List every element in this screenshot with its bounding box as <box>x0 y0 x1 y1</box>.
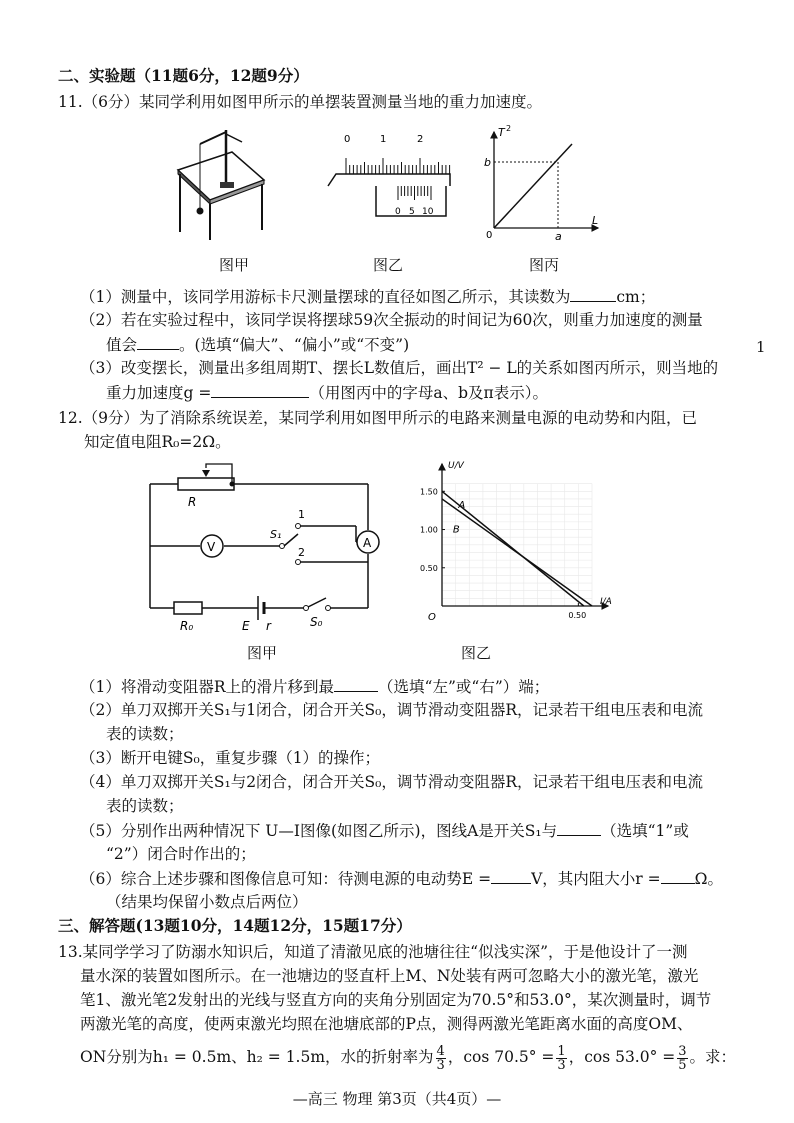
switch-s0 <box>308 598 326 607</box>
q12-step5-line1: （5）分别作出两种情况下 U—I图像(如图乙所示)，图线A是开关S₁与 （选填“1”或 <box>80 822 689 840</box>
t2-l-graph-figure <box>480 124 610 242</box>
label-s1: S₁ <box>270 528 282 541</box>
graph-origin: 0 <box>486 230 493 241</box>
caliper-main-scale <box>328 174 450 186</box>
q12-figure-a-caption: 图甲 <box>246 644 277 662</box>
ui-origin: O <box>428 612 436 623</box>
resistor-r0 <box>174 602 202 614</box>
graph-y-sup: 2 <box>506 124 512 133</box>
caliper-label-0: 0 <box>344 134 351 145</box>
label-s0: S₀ <box>310 615 323 629</box>
label-voltmeter: V <box>207 540 216 554</box>
ui-y-label: U/V <box>448 461 464 471</box>
q12-answer-blank-resistance[interactable] <box>661 868 695 884</box>
q12-step6-line2: （结果均保留小数点后两位） <box>106 893 308 911</box>
q12-step4-line2: 表的读数； <box>106 797 184 815</box>
q12-step5-line2: “2”）闭合时作出的； <box>106 845 256 863</box>
ui-y-tick-label: 0.50 <box>420 563 438 573</box>
fraction-1-3: $\frac{1}{3}$ <box>557 1043 566 1073</box>
graph-a-label: a <box>555 230 562 242</box>
q11-answer-blank-1[interactable] <box>570 286 616 302</box>
caliper-label-1: 1 <box>380 134 387 145</box>
q11-part3-line2: 重力加速度g = （用图丙中的字母a、b及π表示）。 <box>106 384 548 402</box>
label-r0: R₀ <box>180 619 194 633</box>
ui-y-tick-label: 1.00 <box>420 525 438 535</box>
rheostat-slider <box>202 470 210 477</box>
q12-answer-blank-2[interactable] <box>557 820 601 836</box>
section-title-answers: 三、解答题(13题10分，14题12分，15题17分） <box>58 916 412 935</box>
ui-x-label: I/A <box>600 597 612 607</box>
q11-figure-c-caption: 图丙 <box>528 256 559 274</box>
page-footer: —高三 物理 第3页（共4页）— <box>292 1090 502 1108</box>
vernier-label-10: 10 <box>422 207 434 217</box>
graph-b-label: b <box>484 156 491 169</box>
circuit-diagram <box>140 462 380 642</box>
ui-x-tick-label: 0.50 <box>568 611 587 620</box>
q12-step4-line1: （4）单刀双掷开关S₁与2闭合，闭合开关S₀，调节滑动变阻器R，记录若干组电压表和电流 <box>80 773 704 791</box>
q13-line4: 两激光笔的高度，使两束激光均照在池塘底部的P点，测得两激光笔距离水面的高度OM、 <box>80 1015 693 1033</box>
label-ammeter: A <box>363 536 372 550</box>
label-switch-pos-1: 1 <box>298 508 305 521</box>
q12-stem-line2: 知定值电阻R₀=2Ω。 <box>84 433 231 451</box>
q11-part1: （1）测量中，该同学用游标卡尺测量摆球的直径如图乙所示，其读数为 cm； <box>80 288 656 306</box>
q13-line2: 量水深的装置如图所示。在一池塘边的竖直杆上M、N处装有两可忽略大小的激光笔，激光 <box>80 967 699 985</box>
label-r-internal: r <box>266 619 271 633</box>
vernier-label-5: 5 <box>409 207 415 217</box>
caliper-label-2: 2 <box>417 134 424 145</box>
q11-part3-line1: （3）改变摆长，测量出多组周期T、摆长L数值后，画出T² − L的关系如图丙所示，则当地的 <box>80 359 719 377</box>
rheostat-r <box>178 478 234 490</box>
ui-series-label-a: A <box>458 500 466 512</box>
pendulum-apparatus-figure <box>170 122 270 242</box>
side-margin-number: 1 <box>756 338 766 356</box>
q11-answer-blank-2[interactable] <box>137 334 179 350</box>
q13-line3: 笔1、激光笔2发射出的光线与竖直方向的夹角分别固定为70.5°和53.0°，某次测量时，调节 <box>80 991 712 1009</box>
graph-y-label: T <box>498 126 505 139</box>
q12-step2-line1: （2）单刀双掷开关S₁与1闭合，闭合开关S₀，调节滑动变阻器R，记录若干组电压表和电流 <box>80 701 704 719</box>
q12-stem-line1: 12.（9分）为了消除系统误差，某同学利用如图甲所示的电路来测量电源的电动势和内阻，已 <box>58 409 698 427</box>
fraction-3-5: $\frac{3}{5}$ <box>678 1043 687 1073</box>
q11-part2-line2: 值会 。(选填“偏大”、“偏小”或“不变”) <box>106 336 410 354</box>
label-e: E <box>242 619 250 633</box>
section-title-experiment: 二、实验题（11题6分，12题9分） <box>58 66 309 85</box>
q11-stem: 11.（6分）某同学利用如图甲所示的单摆装置测量当地的重力加速度。 <box>58 93 543 111</box>
q13-line1: 13.某同学学习了防溺水知识后，知道了清澈见底的池塘往往“似浅实深”，于是他设计了一测 <box>58 943 688 961</box>
q12-step3: （3）断开电键S₀，重复步骤（1）的操作； <box>80 749 381 767</box>
q12-answer-blank-emf[interactable] <box>491 868 531 884</box>
q11-part2-line1: （2）若在实验过程中，该同学误将摆球59次全振动的时间记为60次，则重力加速度的测量 <box>80 311 703 329</box>
u-i-graph <box>418 456 618 632</box>
t2-l-line <box>494 144 572 228</box>
q11-answer-blank-3[interactable] <box>211 382 309 398</box>
ui-y-tick-label: 1.50 <box>420 487 438 497</box>
q12-step1: （1）将滑动变阻器R上的滑片移到最 （选填“左”或“右”）端； <box>80 678 550 696</box>
q12-step2-line2: 表的读数； <box>106 725 184 743</box>
q13-line5: ON分别为h₁ = 0.5m、h₂ = 1.5m，水的折射率为 $\frac{4}{3}$ ，cos 70.5° = $\frac{1}{3}$ ，cos 53.0° = $\frac{3}{5}$ 。求： <box>80 1043 737 1073</box>
label-switch-pos-2: 2 <box>298 546 305 559</box>
q12-step6-line1: （6）综合上述步骤和图像信息可知：待测电源的电动势E = V，其内阻大小r = Ω。 <box>80 870 723 888</box>
q11-figure-b-caption: 图乙 <box>372 256 403 274</box>
q12-figure-b-caption: 图乙 <box>460 644 491 662</box>
ui-series-label-b: B <box>452 524 460 536</box>
vernier-label-0: 0 <box>395 207 401 217</box>
fraction-4-3: $\frac{4}{3}$ <box>436 1043 445 1073</box>
label-r-rheostat: R <box>188 495 197 509</box>
vernier-caliper-figure <box>318 126 458 236</box>
graph-x-label: L <box>592 214 599 227</box>
q12-answer-blank-1[interactable] <box>334 676 378 692</box>
q11-figure-a-caption: 图甲 <box>218 256 249 274</box>
